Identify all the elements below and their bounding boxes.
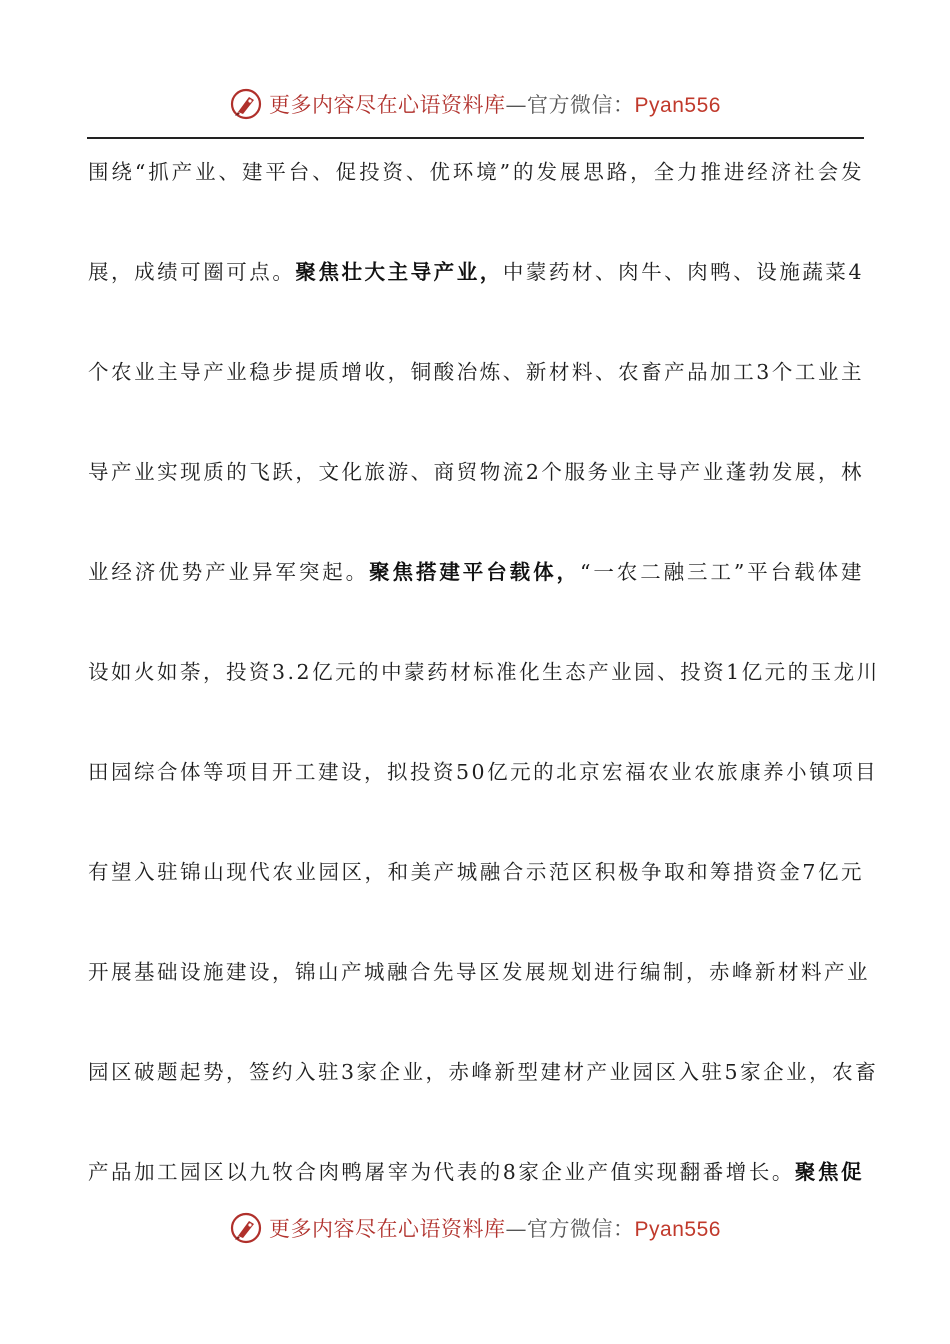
header-banner bbox=[0, 84, 950, 124]
text-segment: 围绕“抓产业、建平台、促投资、优环境”的发展思路，全力推进经济社会发 bbox=[88, 160, 864, 184]
footer-text bbox=[269, 1213, 721, 1243]
text-segment: 产品加工园区以九牧合肉鸭屠宰为代表的8家企业产值实现翻番增长。 bbox=[88, 1160, 795, 1184]
paragraph-line bbox=[88, 1047, 879, 1147]
text-segment: 园区破题起势，签约入驻3家企业，赤峰新型建材产业园区入驻5家企业，农畜 bbox=[88, 1060, 879, 1084]
text-segment: 有望入驻锦山现代农业园区，和美产城融合示范区积极争取和筹措资金7亿元 bbox=[88, 860, 864, 884]
paragraph-line bbox=[88, 647, 880, 747]
footer-wechat-id: Pyan556 bbox=[634, 1218, 721, 1241]
header-text bbox=[269, 89, 721, 119]
document-body bbox=[88, 147, 880, 1247]
text-segment: 开展基础设施建设，锦山产城融合先导区发展规划进行编制，赤峰新材料产业 bbox=[88, 960, 870, 984]
header-dash: — bbox=[505, 93, 528, 117]
footer-official-label: 官方微信： bbox=[527, 1217, 635, 1241]
paragraph-line bbox=[88, 447, 864, 547]
text-segment: 个农业主导产业稳步提质增收，铜酸冶炼、新材料、农畜产品加工3个工业主 bbox=[88, 360, 864, 384]
footer-dash: — bbox=[505, 1217, 528, 1241]
text-segment: 中蒙药材、肉牛、肉鸭、设施蔬菜4 bbox=[502, 260, 865, 284]
paragraph-line bbox=[88, 747, 879, 847]
paragraph-line bbox=[88, 547, 864, 647]
header-brand-text: 更多内容尽在心语资料库 bbox=[269, 93, 506, 117]
header-wechat-id: Pyan556 bbox=[634, 94, 721, 117]
paragraph-line bbox=[88, 247, 864, 347]
header-official-label: 官方微信： bbox=[527, 93, 635, 117]
bold-heading-phrase: 聚焦促 bbox=[794, 1160, 864, 1184]
text-segment: 展，成绩可圈可点。 bbox=[88, 260, 296, 284]
pen-nib-logo-icon bbox=[229, 87, 263, 121]
bold-heading-phrase: 聚焦壮大主导产业， bbox=[295, 260, 503, 284]
pen-nib-logo-icon bbox=[229, 1211, 263, 1245]
paragraph-line bbox=[88, 947, 870, 1047]
paragraph-line bbox=[88, 147, 864, 247]
text-segment: 业经济优势产业异军突起。 bbox=[88, 560, 370, 584]
text-segment: 田园综合体等项目开工建设，拟投资50亿元的北京宏福农业农旅康养小镇项目 bbox=[88, 760, 879, 784]
paragraph-line bbox=[88, 847, 864, 947]
text-segment: 导产业实现质的飞跃，文化旅游、商贸物流2个服务业主导产业蓬勃发展，林 bbox=[88, 460, 864, 484]
footer-brand-text: 更多内容尽在心语资料库 bbox=[269, 1217, 506, 1241]
paragraph-line bbox=[88, 347, 864, 447]
text-segment: 设如火如荼，投资3.2亿元的中蒙药材标准化生态产业园、投资1亿元的玉龙川 bbox=[88, 660, 880, 684]
header-divider bbox=[87, 137, 864, 139]
footer-banner bbox=[0, 1208, 950, 1248]
text-segment: “一农二融三工”平台载体建 bbox=[579, 560, 864, 584]
bold-heading-phrase: 聚焦搭建平台载体， bbox=[369, 560, 580, 584]
